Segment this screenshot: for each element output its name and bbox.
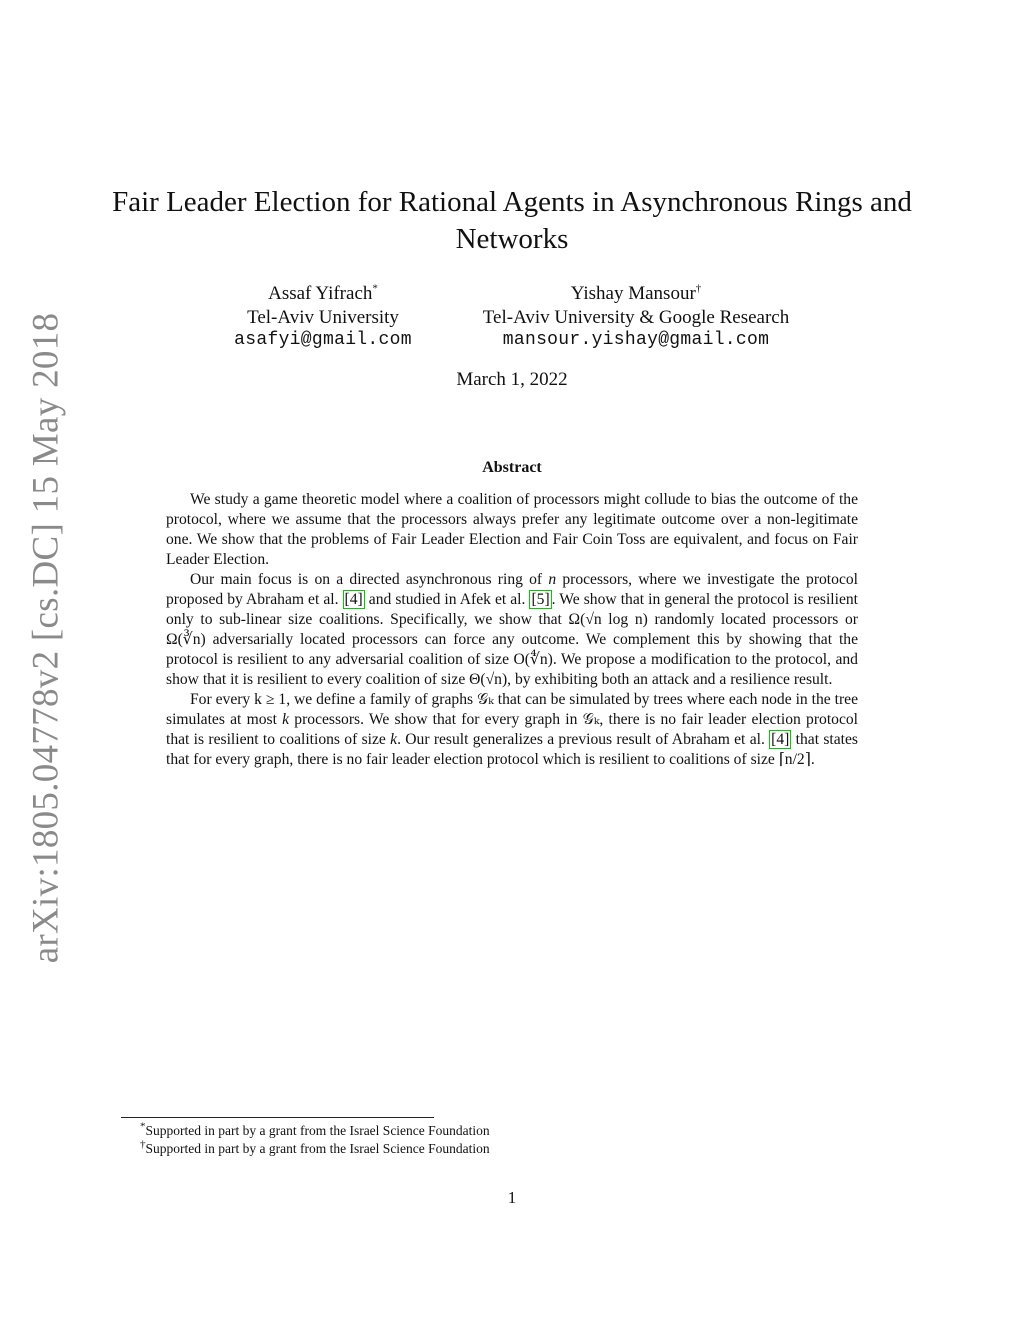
math-expression: k (282, 711, 290, 728)
abstract-body (166, 490, 858, 770)
citation-link-5[interactable]: [5] (531, 591, 550, 608)
math-n: n (548, 571, 557, 588)
author-affiliation: Tel-Aviv University (247, 306, 399, 328)
text-run: , we define a family of graphs (286, 691, 478, 708)
text-run: . (810, 751, 815, 768)
text-run: . We propose a modification to the protocol, and show that it is resilient to every coalition of size (166, 651, 858, 688)
text-run: processors. We show that for every graph in (289, 711, 583, 728)
footnotes (140, 1122, 490, 1158)
footnote-text: Supported in part by a grant from the Israel Science Foundation (145, 1123, 490, 1138)
footnote-2 (140, 1140, 490, 1158)
footnote-1 (140, 1122, 490, 1140)
math-expression: 𝒢ₖ (477, 691, 494, 708)
text-run: and studied in Afek et al. (364, 591, 530, 608)
author-name: Assaf Yifrach (268, 283, 373, 304)
text-run: that can be simulated by trees where each node in the tree simulates at most (166, 691, 858, 728)
abstract-paragraph-3 (166, 690, 858, 770)
text-run: , by exhibiting both an attack and a resilience result. (507, 671, 833, 688)
footnote-divider (121, 1117, 434, 1118)
footnote-text: Supported in part by a grant from the Israel Science Foundation (145, 1141, 490, 1156)
text-run: For every (190, 691, 255, 708)
author-footnote-mark: † (695, 282, 702, 295)
abstract-heading: Abstract (482, 459, 542, 476)
arxiv-stamp: arXiv:1805.04778v2 [cs.DC] 15 May 2018 (25, 312, 67, 964)
author-name-line (213, 282, 433, 306)
author-name-line (456, 282, 816, 306)
text-run: adversarially located processors can force any outcome. We complement this by showing that the protocol is resilient to any adversarial coalition of size (166, 631, 858, 668)
text-run: randomly located processors or (647, 611, 858, 628)
math-expression: k ≥ 1 (254, 691, 287, 708)
text-run: . We show that in general the protocol is resilient only to sub-linear size coalitions. Specifically, we show that (166, 591, 858, 628)
math-expression: Ω(√n log n) (568, 611, 648, 628)
page-number: 1 (507, 1188, 517, 1207)
math-expression: Θ(√n) (469, 671, 508, 688)
math-expression: ⌈n/2⌉ (778, 751, 811, 768)
citation-link-4[interactable]: [4] (771, 731, 790, 748)
author-email: mansour.yishay@gmail.com (502, 330, 770, 350)
paper-date: March 1, 2022 (456, 369, 568, 390)
math-expression: 𝒢ₖ (582, 711, 600, 728)
text-run: processors, where we investigate the protocol proposed by Abraham et al. (166, 571, 858, 608)
text-run: that states that for every graph, there is no fair leader election protocol which is resilient to coalitions of size (166, 731, 858, 768)
citation-link-4[interactable]: [4] (344, 591, 363, 608)
author-block-1 (213, 282, 433, 353)
footnote-mark: * (140, 1120, 146, 1133)
text-run: . Our result generalizes a previous result of Abraham et al. (397, 731, 770, 748)
math-expression: Ω(∛n) (166, 631, 206, 648)
author-footnote-mark: * (372, 282, 378, 295)
abstract-paragraph-1: We study a game theoretic model where a coalition of processors might collude to bias the outcome of the protocol, where we assume that the processors always prefer any legitimate outcome over a non-legitimate one. We show that the problems of Fair Leader Election and Fair Coin Toss are equivalent, and focus on Fair Leader Election. (166, 491, 858, 568)
author-email: asafyi@gmail.com (234, 330, 412, 350)
text-run: , there is no fair leader election protocol that is resilient to coalitions of size (166, 711, 859, 748)
math-expression: k (390, 731, 398, 748)
author-affiliation: Tel-Aviv University & Google Research (482, 306, 790, 328)
author-block-2 (456, 282, 816, 353)
math-expression: O(∜n) (513, 651, 553, 668)
abstract-paragraph-2 (166, 570, 858, 690)
author-name: Yishay Mansour (570, 283, 696, 304)
footnote-mark: † (140, 1138, 146, 1151)
paper-title: Fair Leader Election for Rational Agents in Asynchronous Rings and Networks (112, 186, 912, 255)
text-run: Our main focus is on a directed asynchronous ring of (190, 571, 549, 588)
